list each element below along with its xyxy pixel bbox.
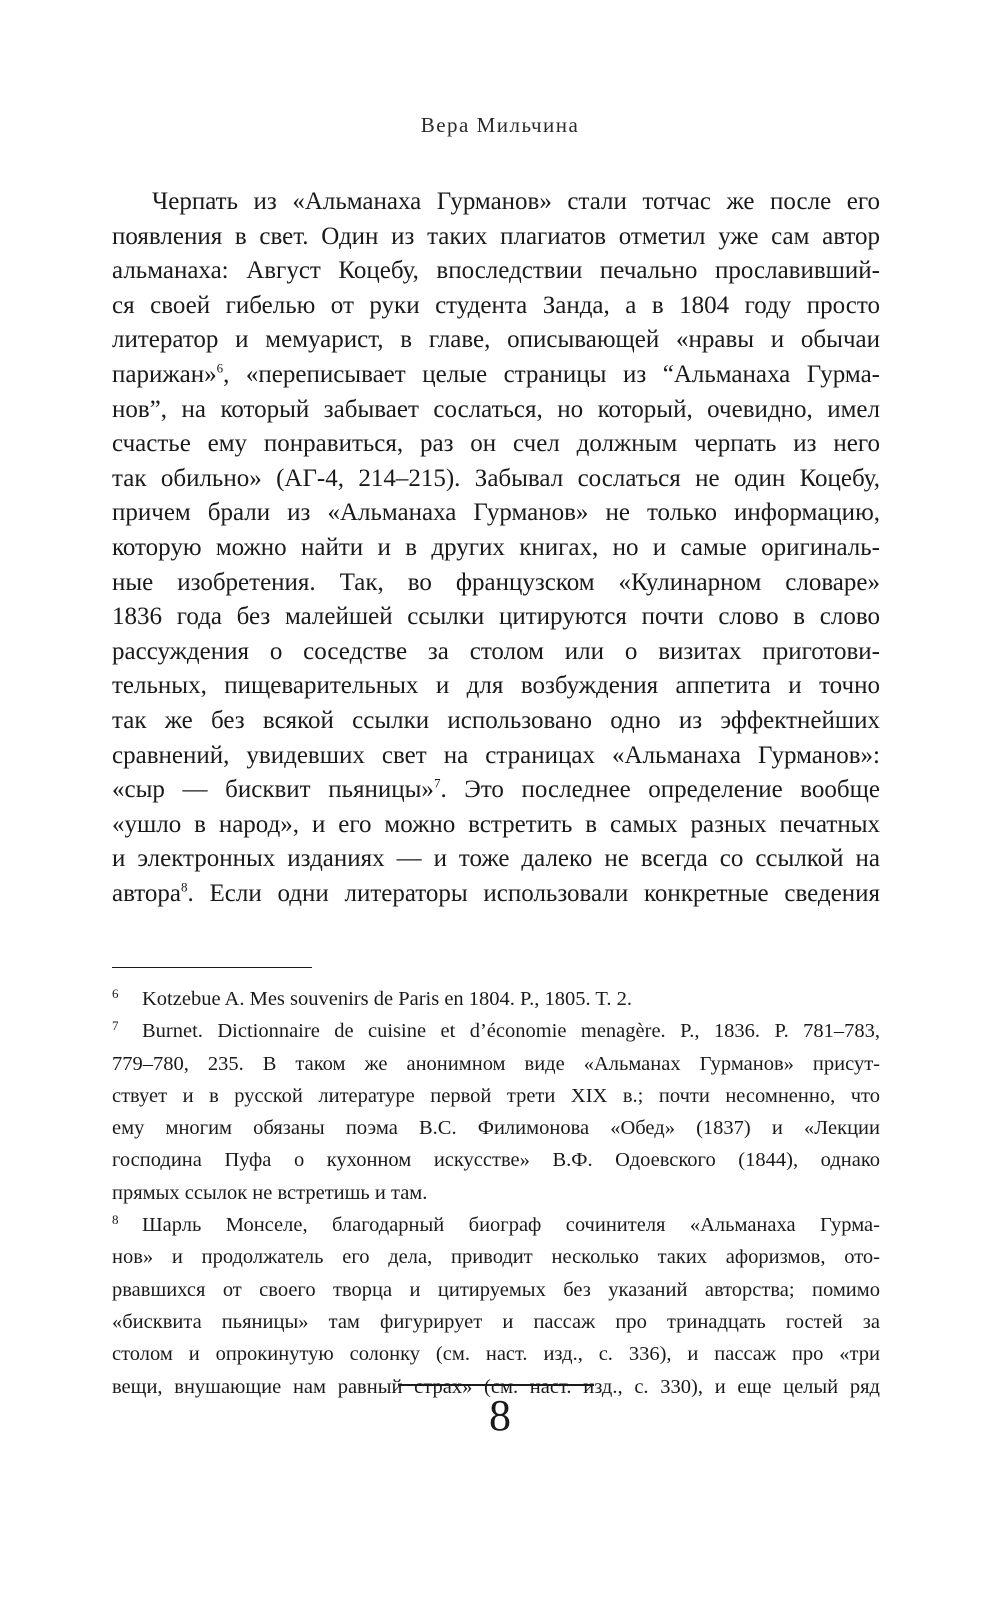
footnote <box>112 1209 880 1403</box>
footnote-separator <box>112 967 312 968</box>
footnote-line: ствует и в русской литературе первой трети XIX в.; почти несомненно, что <box>112 1084 880 1107</box>
text-line <box>112 220 880 255</box>
text-line <box>112 185 880 220</box>
text-segment: сравнений, увидевших свет на страницах «Альманаха Гурманов»: <box>112 741 880 769</box>
text-segment: которую можно найти и в других книгах, но и самые оригиналь- <box>112 533 880 561</box>
footnote-line <box>112 1015 880 1047</box>
footnote-text: Шарль Монселе, благодарный биограф сочинителя «Альманаха Гурма- <box>142 1214 880 1237</box>
footnote-number: 6 <box>112 986 119 1001</box>
text-segment: . Это последнее определение вообще <box>440 776 880 804</box>
footnotes <box>112 983 880 1403</box>
text-line <box>112 427 880 462</box>
text-segment: литератор и мемуарист, в главе, описывающей «нравы и обычаи <box>112 326 880 354</box>
text-segment: «ушло в народ», и его можно встретить в самых разных печатных <box>112 810 880 838</box>
footnote <box>112 983 880 1015</box>
text-line <box>112 704 880 739</box>
text-line <box>112 289 880 324</box>
text-line <box>112 358 880 393</box>
text-line <box>112 496 880 531</box>
text-segment: «сыр — бисквит пьяницы» <box>112 776 434 804</box>
footnote-number: 8 <box>112 1212 119 1228</box>
text-segment: ся своей гибелью от руки студента Занда, а в 1804 году просто <box>112 291 880 319</box>
footnote-line: столом и опрокинутую солонку (см. наст. изд., с. 336), и пассаж про «три <box>112 1343 880 1366</box>
text-line <box>112 531 880 566</box>
text-segment: , «переписывает целые страницы из “Альманаха Гурма- <box>223 360 880 388</box>
footnote-ref: 8 <box>180 879 188 895</box>
text-line <box>112 669 880 704</box>
footnote-line: ему многим обязаны поэма В.С. Филимонова «Обед» (1837) и «Лекции <box>112 1117 880 1140</box>
footnote-text: Burnet. Dictionnaire de cuisine et d’économie menagère. P., 1836. P. 781–783, <box>142 1020 880 1043</box>
footnote-ref: 7 <box>433 775 441 791</box>
footnote-line <box>112 1209 880 1241</box>
footnote-line: господина Пуфа о кухонном искусстве» В.Ф. Одоевского (1844), однако <box>112 1149 880 1172</box>
text-segment: парижан» <box>112 360 217 388</box>
text-segment: так же без всякой ссылки использовано одно из эффектнейших <box>112 706 880 734</box>
text-line <box>112 842 880 877</box>
text-line <box>112 808 880 843</box>
text-line <box>112 773 880 808</box>
page-number: 8 <box>489 1391 511 1440</box>
text-segment: Черпать из «Альманаха Гурманов» стали тотчас же после его <box>152 188 880 215</box>
text-segment: причем брали из «Альманаха Гурманов» не только информацию, <box>112 499 880 527</box>
footnote-text: Kotzebue A. Mes souvenirs de Paris en 1804. P., 1805. T. 2. <box>142 988 633 1010</box>
footnote-line: нов» и продолжатель его дела, приводит несколько таких афоризмов, ото- <box>112 1246 880 1269</box>
footnote-line: вещи, внушающие нам равный страх» (см. наст. изд., с. 330), и еще целый ряд <box>112 1375 880 1398</box>
footnote-line: рвавшихся от своего творца и цитируемых без указаний авторства; помимо <box>112 1278 880 1301</box>
text-segment: нов”, на который забывает сослаться, но который, очевидно, имел <box>112 395 880 423</box>
footnote-line: прямых ссылок не встретишь и там. <box>112 1181 428 1204</box>
text-line <box>112 600 880 635</box>
text-segment: тельных, пищеварительных и для возбуждения аппетита и точно <box>112 672 880 700</box>
main-text <box>112 185 880 911</box>
footnote-number: 7 <box>112 1018 119 1034</box>
text-segment: так обильно» (АГ-4, 214–215). Забывал сослаться не один Коцебу, <box>112 464 880 492</box>
footnote-line: 779–780, 235. В таком же анонимном виде «Альманах Гурманов» присут- <box>112 1052 880 1075</box>
text-line <box>112 566 880 601</box>
text-line <box>112 462 880 497</box>
text-segment: альманаха: Август Коцебу, впоследствии печально прославивший- <box>112 257 880 285</box>
footnote-ref: 6 <box>216 360 224 376</box>
text-line <box>112 393 880 428</box>
text-segment: рассуждения о соседстве за столом или о визитах приготови- <box>112 637 880 665</box>
page-number-rule <box>398 1384 594 1386</box>
running-header: Вера Мильчина <box>420 113 580 137</box>
text-segment: ные изобретения. Так, во французском «Кулинарном словаре» <box>112 568 880 596</box>
text-line <box>112 877 880 912</box>
footnote <box>112 1015 880 1209</box>
text-segment: 1836 года без малейшей ссылки цитируются почти слово в слово <box>112 603 880 631</box>
text-segment: и электронных изданиях — и тоже далеко не всегда со ссылкой на <box>112 845 880 873</box>
text-line <box>112 323 880 358</box>
text-segment: счастье ему понравиться, раз он счел должным черпать из него <box>112 430 880 458</box>
text-line <box>112 635 880 670</box>
footnote-line <box>112 983 880 1015</box>
footnote-line: «бисквита пьяницы» там фигурирует и пассаж про тринадцать гостей за <box>112 1310 880 1333</box>
text-line <box>112 254 880 289</box>
text-segment: . Если одни литераторы использовали конкретные сведения <box>187 879 880 907</box>
text-line <box>112 739 880 774</box>
text-segment: автора <box>112 879 181 907</box>
text-segment: появления в свет. Один из таких плагиатов отметил уже сам автор <box>112 222 880 250</box>
